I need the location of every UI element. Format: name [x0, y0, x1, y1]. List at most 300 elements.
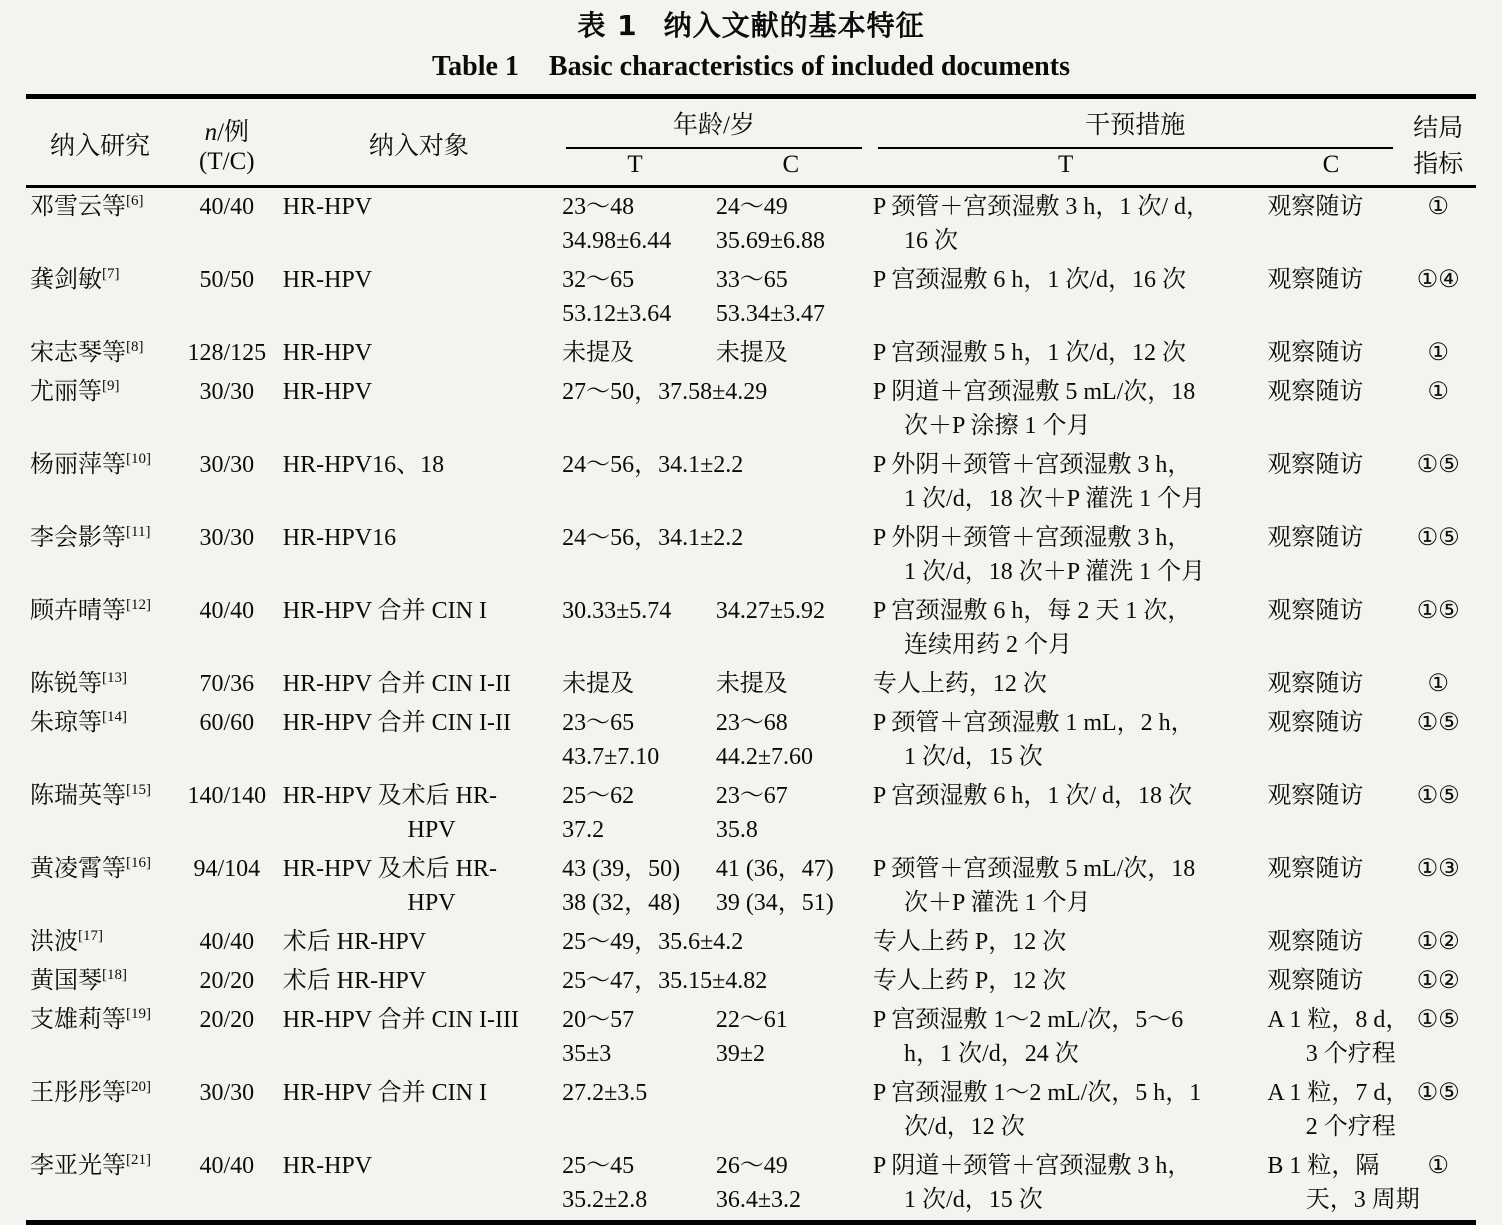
study-author: 李会影等	[30, 525, 126, 551]
subjects-value	[280, 704, 558, 777]
age-t-value-line: 53.12±3.64	[562, 301, 672, 327]
outcome-value: ①③	[1416, 856, 1460, 882]
n-value: 30/30	[199, 1080, 255, 1106]
study-author: 杨丽萍等	[30, 452, 126, 478]
table-title-zh-label: 表 1	[577, 9, 638, 42]
n-value: 128/125	[187, 340, 267, 366]
age-span-value	[558, 962, 870, 1001]
intervention-c-value	[1261, 850, 1400, 923]
intervention-c-value-line: 观察随访	[1267, 929, 1364, 955]
study-author: 李亚光等	[30, 1153, 126, 1179]
table-row	[26, 850, 1476, 923]
subjects-value-line: HR-HPV 合并 CIN I	[282, 598, 487, 624]
study-name	[26, 665, 174, 704]
table-row	[26, 519, 1476, 592]
subjects-value-line: HR-HPV	[282, 340, 373, 366]
reference-number: [11]	[126, 524, 151, 540]
n-unit: /例	[217, 119, 250, 146]
intervention-c-value-line: 3 个疗程	[1305, 1041, 1396, 1067]
table-row	[26, 665, 1476, 704]
intervention-c-value	[1261, 519, 1400, 592]
age-span-value	[558, 519, 870, 592]
intervention-t-value-line: 次＋P 灌洗 1 个月	[904, 890, 1091, 916]
age-span-value-line: 25～49，35.6±4.2	[562, 929, 744, 955]
study-author: 王彤彤等	[30, 1080, 126, 1106]
age-t-value	[558, 592, 712, 665]
intervention-c-value	[1261, 446, 1400, 519]
age-t-value	[558, 1147, 712, 1223]
intervention-c-value-line: 观察随访	[1267, 710, 1364, 736]
intervention-c-value-line: 观察随访	[1267, 783, 1364, 809]
outcome-value: ①④	[1416, 267, 1460, 293]
table-row	[26, 261, 1476, 334]
outcome-label-line2: 指标	[1413, 151, 1464, 178]
study-name	[26, 850, 174, 923]
table-row	[26, 704, 1476, 777]
age-group-label: 年龄/岁	[566, 105, 862, 149]
intervention-c-value-line: 观察随访	[1267, 671, 1364, 697]
subjects-value	[280, 446, 558, 519]
intervention-t-value-line: P 颈管＋宫颈湿敷 5 mL/次，18	[872, 856, 1196, 882]
outcome-value: ①⑤	[1416, 598, 1460, 624]
outcome-value: ①⑤	[1416, 1007, 1460, 1033]
age-c-value	[712, 1074, 870, 1147]
n-value: 70/36	[199, 671, 255, 697]
intervention-t-value	[870, 592, 1262, 665]
age-c-value-line: 未提及	[715, 340, 788, 366]
subjects-value	[280, 1074, 558, 1147]
intervention-t-value-line: P 外阴＋颈管＋宫颈湿敷 3 h，	[872, 525, 1192, 551]
age-t-value	[558, 665, 712, 704]
outcome-value: ①⑤	[1416, 452, 1460, 478]
n-value: 40/40	[199, 929, 255, 955]
reference-number: [10]	[126, 451, 151, 467]
outcome-value: ①⑤	[1416, 525, 1460, 551]
age-c-value	[712, 1147, 870, 1223]
study-name	[26, 704, 174, 777]
table-row	[26, 777, 1476, 850]
reference-number: [8]	[126, 339, 144, 355]
study-author: 龚剑敏	[30, 267, 102, 293]
study-name	[26, 261, 174, 334]
subjects-value	[280, 962, 558, 1001]
intervention-t-value-line: 专人上药 P，12 次	[872, 929, 1067, 955]
intervention-c-value	[1261, 1001, 1410, 1074]
intervention-c-value	[1261, 665, 1400, 704]
intervention-t-value-line: P 颈管＋宫颈湿敷 3 h，1 次/ d，	[872, 194, 1210, 220]
n-tc-label: (T/C)	[199, 148, 255, 175]
intervention-t-value-line: 1 次/d，18 次＋P 灌洗 1 个月	[904, 559, 1206, 585]
age-t-value	[558, 777, 712, 850]
intervention-c-value	[1261, 1074, 1410, 1147]
age-t-value-line: 未提及	[562, 340, 635, 366]
age-span-value-line: 25～47，35.15±4.82	[562, 968, 768, 994]
outcome-value: ①	[1427, 671, 1450, 697]
age-c-value-line: 23～68	[715, 710, 788, 736]
age-t-value-line: 25～62	[562, 783, 635, 809]
intervention-c-value	[1261, 261, 1400, 334]
col-header-study: 纳入研究	[26, 97, 174, 187]
age-c-value-line: 26～49	[715, 1153, 788, 1179]
subjects-value	[280, 850, 558, 923]
age-t-value-line: 38 (32，48)	[562, 890, 681, 916]
age-span-value-line: 24～56，34.1±2.2	[562, 525, 744, 551]
age-t-value	[558, 334, 712, 373]
intervention-t-value-line: P 阴道＋宫颈湿敷 5 mL/次，18	[872, 379, 1196, 405]
outcome-value: ①	[1427, 1153, 1450, 1179]
intervention-c-value	[1261, 373, 1400, 446]
intervention-t-value-line: 16 次	[904, 228, 959, 254]
intervention-t-value-line: P 颈管＋宫颈湿敷 1 mL，2 h，	[872, 710, 1195, 736]
intervention-c-value-line: 观察随访	[1267, 194, 1364, 220]
intervention-c-value-line: 观察随访	[1267, 379, 1364, 405]
n-value: 40/40	[199, 1153, 255, 1179]
outcome-value: ①②	[1416, 929, 1460, 955]
n-value: 30/30	[199, 379, 255, 405]
col-header-age-group	[558, 97, 870, 150]
reference-number: [9]	[102, 378, 120, 394]
subjects-value-line: HR-HPV	[282, 194, 373, 220]
reference-number: [20]	[126, 1079, 151, 1095]
intervention-t-value-line: 1 次/d，15 次	[904, 744, 1043, 770]
age-t-value-line: 23～48	[562, 194, 635, 220]
age-c-value	[712, 704, 870, 777]
age-t-value-line: 32～65	[562, 267, 635, 293]
age-t-value	[558, 1074, 712, 1147]
table-row	[26, 334, 1476, 373]
study-author: 黄凌霄等	[30, 856, 126, 882]
age-c-value-line: 35.8	[715, 817, 758, 843]
n-value: 40/40	[199, 598, 255, 624]
study-author: 尤丽等	[30, 379, 102, 405]
outcome-value: ①⑤	[1416, 1080, 1460, 1106]
subjects-value	[280, 1001, 558, 1074]
age-t-value-line: 未提及	[562, 671, 635, 697]
age-t-value-line: 25～45	[562, 1153, 635, 1179]
table-title-en-text: Basic characteristics of included documents	[548, 51, 1070, 82]
intervention-t-value-line: P 宫颈湿敷 5 h，1 次/d，12 次	[872, 340, 1186, 366]
age-span-value	[558, 446, 870, 519]
intervention-c-value-line: 观察随访	[1267, 968, 1364, 994]
n-value: 60/60	[199, 710, 255, 736]
age-c-value-line: 53.34±3.47	[715, 301, 825, 327]
reference-number: [21]	[126, 1152, 151, 1168]
intervention-c-value-line: B 1 粒，隔	[1267, 1153, 1380, 1179]
age-c-value	[712, 592, 870, 665]
study-author: 顾卉晴等	[30, 598, 126, 624]
intervention-t-value	[870, 187, 1262, 262]
col-header-n	[174, 97, 280, 187]
age-t-value-line: 30.33±5.74	[562, 598, 672, 624]
table-row	[26, 962, 1476, 1001]
subjects-value	[280, 519, 558, 592]
study-name	[26, 777, 174, 850]
intervention-c-value	[1261, 187, 1400, 262]
age-t-value-line: 20～57	[562, 1007, 635, 1033]
intervention-t-value-line: P 宫颈湿敷 6 h，1 次/ d，18 次	[872, 783, 1192, 809]
table-row	[26, 1147, 1476, 1223]
study-name	[26, 923, 174, 962]
intervention-c-value-line: 观察随访	[1267, 340, 1364, 366]
intervention-t-value	[870, 261, 1262, 334]
n-value: 30/30	[199, 452, 255, 478]
age-span-value-line: 27～50，37.58±4.29	[562, 379, 768, 405]
intervention-t-value-line: P 宫颈湿敷 6 h，1 次/d，16 次	[872, 267, 1186, 293]
outcome-value: ①	[1427, 379, 1450, 405]
age-t-value-line: 43.7±7.10	[562, 744, 660, 770]
age-t-value-line: 43 (39，50)	[562, 856, 681, 882]
outcome-value: ①	[1427, 194, 1450, 220]
subjects-value	[280, 923, 558, 962]
reference-number: [16]	[126, 855, 151, 871]
age-t-value-line: 37.2	[562, 817, 605, 843]
age-c-value-line: 36.4±3.2	[715, 1187, 801, 1213]
age-t-value	[558, 1001, 712, 1074]
age-c-value	[712, 665, 870, 704]
subcol-age-t: T	[558, 149, 712, 187]
study-name	[26, 187, 174, 262]
age-t-value	[558, 261, 712, 334]
intervention-t-value-line: 次/d，12 次	[904, 1114, 1025, 1140]
subjects-value-line: HR-HPV 合并 CIN I	[282, 1080, 487, 1106]
subcol-intervention-c: C	[1261, 149, 1400, 187]
age-span-value	[558, 373, 870, 446]
age-c-value-line: 未提及	[715, 671, 788, 697]
outcome-value: ①⑤	[1416, 783, 1460, 809]
reference-number: [18]	[102, 967, 127, 983]
table-title-en	[26, 46, 1476, 88]
subjects-value	[280, 777, 558, 850]
subjects-value-line: HR-HPV16、18	[282, 452, 445, 478]
n-value: 50/50	[199, 267, 255, 293]
study-name	[26, 334, 174, 373]
intervention-c-value	[1261, 704, 1400, 777]
intervention-t-value	[870, 519, 1262, 592]
study-name	[26, 1001, 174, 1074]
intervention-c-value-line: A 1 粒，7 d，	[1267, 1080, 1410, 1106]
n-value: 20/20	[199, 1007, 255, 1033]
subjects-value-line: HR-HPV 及术后 HR-	[282, 856, 497, 882]
subjects-value-line: HPV	[407, 817, 456, 843]
intervention-t-value-line: 专人上药 P，12 次	[872, 968, 1067, 994]
study-author: 陈锐等	[30, 671, 102, 697]
reference-number: [6]	[126, 193, 144, 209]
subjects-value-line: HR-HPV	[282, 379, 373, 405]
intervention-t-value-line: 次＋P 涂擦 1 个月	[904, 413, 1091, 439]
subjects-value-line: HR-HPV	[282, 267, 373, 293]
table-title-zh	[26, 6, 1476, 46]
intervention-t-value	[870, 1001, 1262, 1074]
reference-number: [13]	[102, 670, 127, 686]
age-c-value	[712, 1001, 870, 1074]
table-row	[26, 1001, 1476, 1074]
reference-number: [7]	[102, 266, 120, 282]
intervention-t-value	[870, 850, 1262, 923]
age-c-value-line: 24～49	[715, 194, 788, 220]
age-c-value	[712, 850, 870, 923]
age-c-value	[712, 187, 870, 262]
intervention-c-value	[1261, 962, 1400, 1001]
intervention-c-value-line: 观察随访	[1267, 856, 1364, 882]
age-c-value-line: 39 (34，51)	[715, 890, 834, 916]
age-c-value-line: 23～67	[715, 783, 788, 809]
table-row	[26, 923, 1476, 962]
n-value: 20/20	[199, 968, 255, 994]
study-author: 邓雪云等	[30, 194, 126, 220]
outcome-value: ①	[1427, 340, 1450, 366]
subjects-value-line: HR-HPV 及术后 HR-	[282, 783, 497, 809]
table-row	[26, 1074, 1476, 1147]
outcome-value: ①⑤	[1416, 710, 1460, 736]
intervention-c-value-line: 观察随访	[1267, 598, 1364, 624]
study-name	[26, 592, 174, 665]
subjects-value	[280, 187, 558, 262]
intervention-t-value	[870, 446, 1262, 519]
intervention-c-value	[1261, 777, 1400, 850]
subjects-value-line: HR-HPV	[282, 1153, 373, 1179]
intervention-t-value-line: h，1 次/d，24 次	[904, 1041, 1079, 1067]
n-value: 94/104	[193, 856, 261, 882]
table-title-zh-text: 纳入文献的基本特征	[663, 9, 925, 42]
n-value: 30/30	[199, 525, 255, 551]
study-name	[26, 1147, 174, 1223]
study-name	[26, 519, 174, 592]
intervention-t-value	[870, 1147, 1262, 1223]
intervention-t-value-line: P 宫颈湿敷 1～2 mL/次，5～6	[872, 1007, 1184, 1033]
n-variable: n	[204, 119, 218, 146]
subjects-value	[280, 261, 558, 334]
subjects-value-line: HR-HPV 合并 CIN I-II	[282, 710, 511, 736]
intervention-t-value-line: 1 次/d，18 次＋P 灌洗 1 个月	[904, 486, 1206, 512]
age-t-value-line: 35.2±2.8	[562, 1187, 648, 1213]
age-c-value-line: 39±2	[715, 1041, 765, 1067]
intervention-t-value	[870, 1074, 1262, 1147]
age-c-value-line: 34.27±5.92	[715, 598, 825, 624]
age-t-value-line: 35±3	[562, 1041, 612, 1067]
age-c-value	[712, 334, 870, 373]
col-header-subjects: 纳入对象	[280, 97, 558, 187]
reference-number: [15]	[126, 782, 151, 798]
subjects-value-line: 术后 HR-HPV	[282, 929, 427, 955]
intervention-c-value	[1261, 1147, 1420, 1223]
intervention-c-value	[1261, 592, 1400, 665]
reference-number: [12]	[126, 597, 151, 613]
intervention-c-value-line: 观察随访	[1267, 267, 1364, 293]
study-author: 陈瑞英等	[30, 783, 126, 809]
intervention-c-value-line: A 1 粒，8 d，	[1267, 1007, 1410, 1033]
age-c-value-line: 33～65	[715, 267, 788, 293]
n-value: 140/140	[187, 783, 267, 809]
study-name	[26, 446, 174, 519]
intervention-c-value-line: 天，3 周期	[1305, 1187, 1420, 1213]
study-author: 宋志琴等	[30, 340, 126, 366]
age-t-value-line: 34.98±6.44	[562, 228, 672, 254]
col-header-intervention-group	[870, 97, 1401, 150]
intervention-t-value-line: 连续用药 2 个月	[904, 632, 1073, 658]
subjects-value-line: 术后 HR-HPV	[282, 968, 427, 994]
subjects-value	[280, 373, 558, 446]
intervention-t-value-line: P 外阴＋颈管＋宫颈湿敷 3 h，	[872, 452, 1192, 478]
age-c-value-line: 41 (36，47)	[715, 856, 834, 882]
subjects-value	[280, 665, 558, 704]
intervention-c-value-line: 2 个疗程	[1305, 1114, 1396, 1140]
study-name	[26, 1074, 174, 1147]
col-header-outcome	[1401, 97, 1476, 187]
age-t-value	[558, 850, 712, 923]
study-author: 洪波	[30, 929, 78, 955]
age-span-value	[558, 923, 870, 962]
table-row	[26, 187, 1476, 262]
intervention-t-value	[870, 962, 1262, 1001]
subjects-value	[280, 592, 558, 665]
characteristics-table	[26, 94, 1476, 1225]
age-c-value	[712, 777, 870, 850]
age-t-value-line: 23～65	[562, 710, 635, 736]
intervention-c-value	[1261, 923, 1400, 962]
reference-number: [17]	[78, 928, 103, 944]
reference-number: [14]	[102, 709, 127, 725]
header-row-groups	[26, 97, 1476, 150]
intervention-t-value	[870, 704, 1262, 777]
subcol-age-c: C	[712, 149, 870, 187]
study-author: 朱琼等	[30, 710, 102, 736]
table-title-en-label: Table 1	[432, 51, 519, 82]
intervention-t-value	[870, 373, 1262, 446]
subjects-value-line: HR-HPV 合并 CIN I-II	[282, 671, 511, 697]
study-author: 支雄莉等	[30, 1007, 126, 1033]
subjects-value-line: HR-HPV 合并 CIN I-III	[282, 1007, 519, 1033]
study-author: 黄国琴	[30, 968, 102, 994]
outcome-value: ①②	[1416, 968, 1460, 994]
age-t-value	[558, 187, 712, 262]
subjects-value	[280, 334, 558, 373]
intervention-t-value-line: P 宫颈湿敷 6 h，每 2 天 1 次，	[872, 598, 1192, 624]
intervention-c-value	[1261, 334, 1400, 373]
intervention-c-value-line: 观察随访	[1267, 525, 1364, 551]
age-c-value-line: 44.2±7.60	[715, 744, 813, 770]
intervention-c-value-line: 观察随访	[1267, 452, 1364, 478]
age-c-value-line: 35.69±6.88	[715, 228, 825, 254]
subcol-intervention-t: T	[870, 149, 1262, 187]
study-name	[26, 373, 174, 446]
intervention-t-value	[870, 665, 1262, 704]
table-row	[26, 592, 1476, 665]
subjects-value	[280, 1147, 558, 1223]
table-row	[26, 446, 1476, 519]
reference-number: [19]	[126, 1006, 151, 1022]
intervention-t-value-line: 1 次/d，15 次	[904, 1187, 1043, 1213]
intervention-t-value-line: P 宫颈湿敷 1～2 mL/次，5 h，1	[872, 1080, 1202, 1106]
intervention-group-label: 干预措施	[878, 105, 1393, 149]
n-value: 40/40	[199, 194, 255, 220]
intervention-t-value	[870, 777, 1262, 850]
subjects-value-line: HR-HPV16	[282, 525, 397, 551]
intervention-t-value	[870, 334, 1262, 373]
age-c-value	[712, 261, 870, 334]
subjects-value-line: HPV	[407, 890, 456, 916]
outcome-label-line1: 结局	[1413, 115, 1464, 142]
table-body	[26, 187, 1476, 1223]
age-t-value-line: 27.2±3.5	[562, 1080, 648, 1106]
intervention-t-value-line: 专人上药，12 次	[872, 671, 1047, 697]
table-row	[26, 373, 1476, 446]
age-c-value-line: 22～61	[715, 1007, 788, 1033]
intervention-t-value	[870, 923, 1262, 962]
age-span-value-line: 24～56，34.1±2.2	[562, 452, 744, 478]
age-t-value	[558, 704, 712, 777]
intervention-t-value-line: P 阴道＋颈管＋宫颈湿敷 3 h，	[872, 1153, 1192, 1179]
study-name	[26, 962, 174, 1001]
